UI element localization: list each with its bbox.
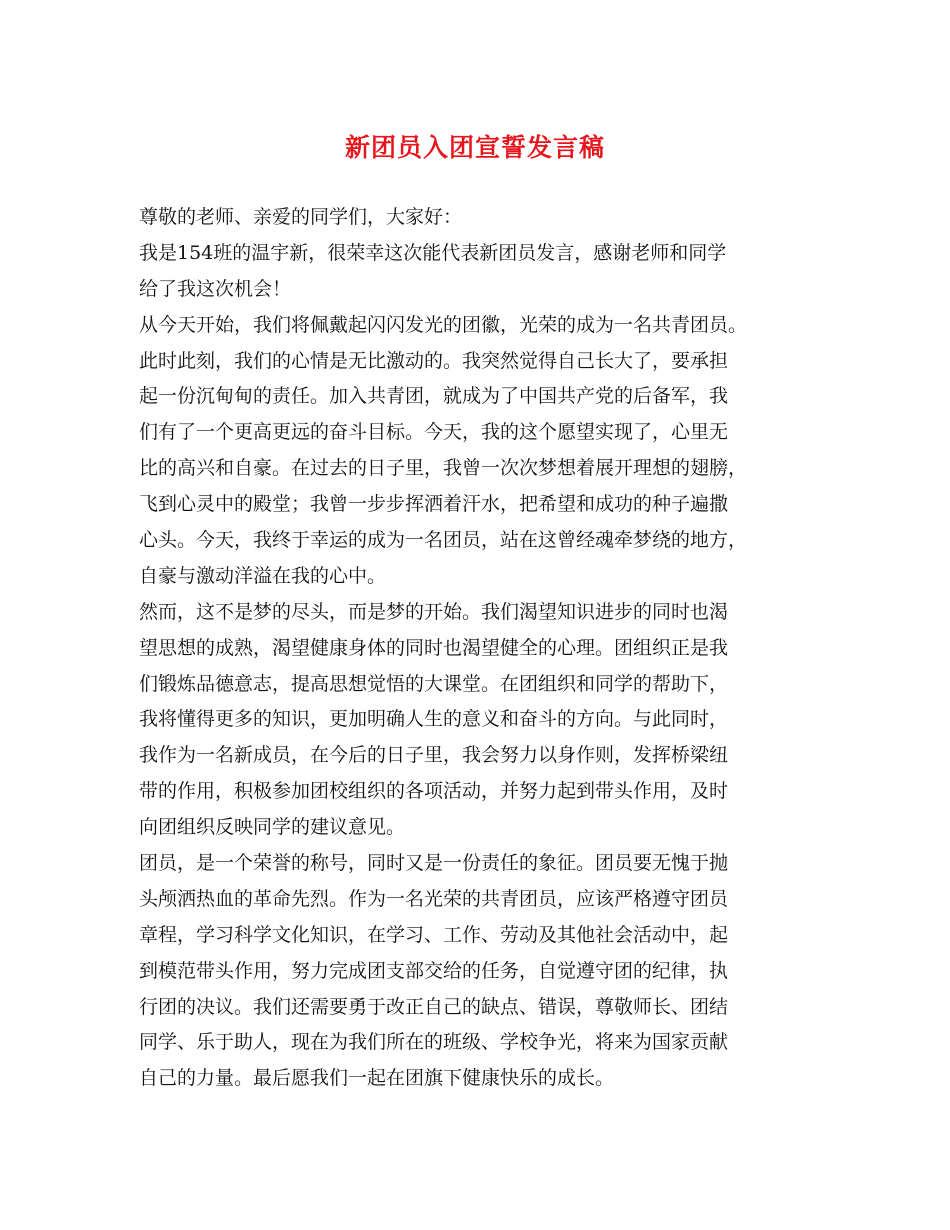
body-line: 行团的决议。我们还需要勇于改正自己的缺点、错误，尊敬师长、团结 <box>139 995 729 1018</box>
body-line: 此时此刻，我们的心情是无比激动的。我突然觉得自己长大了，要承担 <box>139 349 729 372</box>
body-line: 到模范带头作用，努力完成团支部交给的任务，自觉遵守团的纪律，执 <box>139 959 729 982</box>
body-line: 团员，是一个荣誉的称号，同时又是一份责任的象征。团员要无愧于抛 <box>139 852 729 875</box>
body-line: 从今天开始，我们将佩戴起闪闪发光的团徽，光荣的成为一名共青团员。 <box>139 313 748 336</box>
body-line: 自豪与激动洋溢在我的心中。 <box>139 564 387 587</box>
body-line: 们有了一个更高更远的奋斗目标。今天，我的这个愿望实现了，心里无 <box>139 421 729 444</box>
body-line: 同学、乐于助人，现在为我们所在的班级、学校争光，将来为国家贡献 <box>139 1031 729 1054</box>
body-line: 带的作用，积极参加团校组织的各项活动，并努力起到带头作用，及时 <box>139 780 729 803</box>
body-line: 我是154班的温宇新，很荣幸这次能代表新团员发言，感谢老师和同学 <box>139 241 727 264</box>
body-line: 章程，学习科学文化知识，在学习、工作、劳动及其他社会活动中，起 <box>139 923 729 946</box>
document-body <box>139 200 829 1097</box>
body-line: 自己的力量。最后愿我们一起在团旗下健康快乐的成长。 <box>139 1067 615 1090</box>
body-line: 我将懂得更多的知识，更加明确人生的意义和奋斗的方向。与此同时， <box>139 708 729 731</box>
body-line: 起一份沉甸甸的责任。加入共青团，就成为了中国共产党的后备军，我 <box>139 385 729 408</box>
body-line: 望思想的成熟，渴望健康身体的同时也渴望健全的心理。团组织正是我 <box>139 636 729 659</box>
body-line: 飞到心灵中的殿堂；我曾一步步挥洒着汗水，把希望和成功的种子遍撒 <box>139 493 729 516</box>
body-line: 们锻炼品德意志，提高思想觉悟的大课堂。在团组织和同学的帮助下， <box>139 672 729 695</box>
body-line: 然而，这不是梦的尽头，而是梦的开始。我们渴望知识进步的同时也渴 <box>139 600 729 623</box>
body-line: 心头。今天，我终于幸运的成为一名团员，站在这曾经魂牵梦绕的地方， <box>139 529 748 552</box>
body-line: 头颅洒热血的革命先烈。作为一名光荣的共青团员，应该严格遵守团员 <box>139 887 729 910</box>
body-line: 比的高兴和自豪。在过去的日子里，我曾一次次梦想着展开理想的翅膀， <box>139 457 748 480</box>
body-line: 尊敬的老师、亲爱的同学们，大家好： <box>139 206 463 228</box>
body-line: 给了我这次机会！ <box>139 277 292 300</box>
body-line: 我作为一名新成员，在今后的日子里，我会努力以身作则，发挥桥梁纽 <box>139 744 729 767</box>
body-line: 向团组织反映同学的建议意见。 <box>139 816 406 839</box>
document-title: 新团员入团宣誓发言稿 <box>344 133 605 162</box>
